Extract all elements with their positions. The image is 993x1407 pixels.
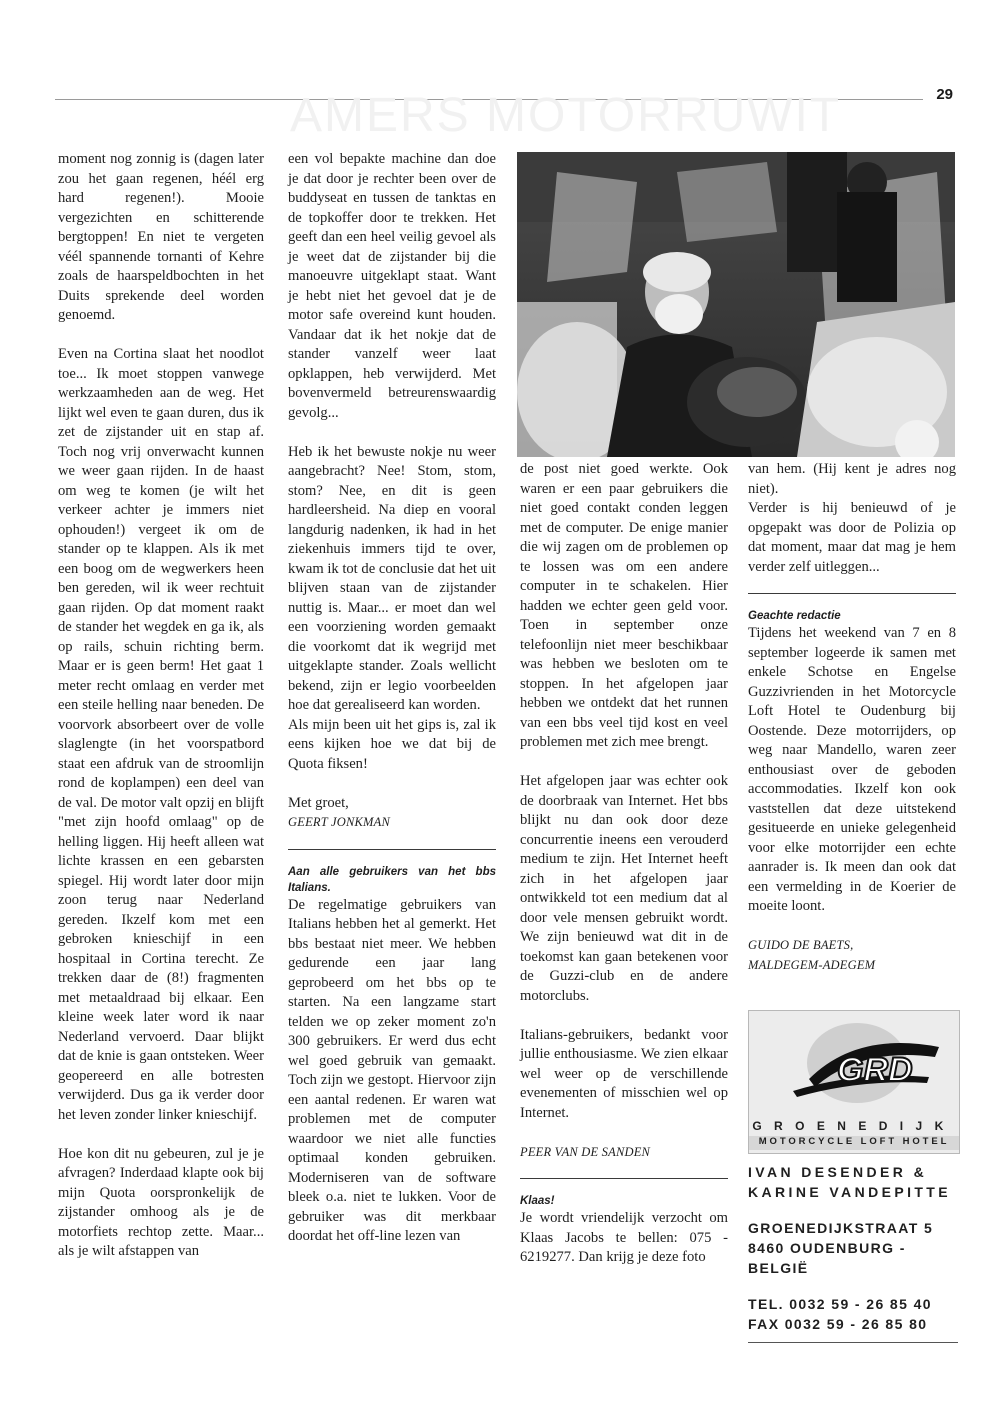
paragraph: van hem. (Hij kent je adres nog niet). <box>748 461 956 497</box>
logo-letters: GRD <box>837 1051 913 1089</box>
ad-owner-line: IVAN DESENDER & <box>748 1164 928 1180</box>
paragraph: Het afgelopen jaar was echter ook de doorbraak van Internet. Het bbs blijkt nu dan ook door deze concurrentie ineens een verouderd medium te zijn. Het Internet heeft zich in het afgelopen jaar ontwikkeld tot een medium dat al door vele mensen gebruikt wordt. We zijn benieuwd wat dit in de toekomst kan gaan betekenen voor de Guzzi-club en de andere motorclubs. <box>520 773 728 1004</box>
ad-owner-line: KARINE VANDEPITTE <box>748 1184 951 1200</box>
section-divider <box>288 849 496 850</box>
paragraph: Heb ik het bewuste nokje nu weer aangebracht? Nee! Stom, stom, stom? Nee, en dit is geen hardleersheid. Na diep en vooral langdurig nadenken, ik had in het ziekenhuis immers tijd te over, kwam ik tot de conclusie dat het uit blijven staan van de zijstander nuttig is. Maar... er moet dan wel een voorziening worden gemaakt die voorkomt dat ik wegrijd met uitgeklapte stander. Zoals wellicht bekend, zijn er legio voorbeelden hoe dat gerealiseerd kan worden. <box>288 443 496 713</box>
paragraph: Als mijn been uit het gips is, zal ik eens kijken hoe we dat bij de Quota fiksen! <box>288 716 496 772</box>
article-column-1 <box>58 150 264 1262</box>
paragraph: moment nog zonnig is (dagen later zou het gaan regenen, héél erg hard regenen!). Mooie vergezichten en schitterende bergtoppen! En niet te vergeten véél spannende tornanti of Kehre zoals de haarspeldbochten in het Duits sprekende deel worden genoemd. <box>58 151 264 323</box>
ad-address <box>748 1218 958 1278</box>
paragraph: De regelmatige gebruikers van Italians hebben het al gemerkt. Het bbs bestaat niet meer. We hebben gedurende een jaar lang geprobeerd om het bbs op te starten. Na een langzame start telden we op zeker moment zo'n 300 gebruikers. Er werd dus echt wel goed gebruik van gemaakt. Toch zijn we gestopt. Hiervoor zijn een aantal redenen. Er waren wat problemen met de computer waardoor we niet alle functies optimaal konden gebruiken. Moderniseren van de software bleek o.a. niet te lukken. Voor de gebruiker was dit merkbaar doordat het off-line lezen van <box>288 896 496 1244</box>
ad-brand: GROENEDIJK <box>752 1119 956 1133</box>
paragraph: Italians-gebruikers, bedankt voor jullie enthousiasme. We zien elkaar wel weer op de verschillende evenementen of misschien wel op Internet. <box>520 1026 728 1121</box>
page-number: 29 <box>936 86 953 103</box>
ad-contact <box>748 1294 958 1334</box>
paragraph: een vol bepakte machine dan doe je dat door je rechter been over de buddyseat en tussen de tanktas en de topkoffer door te trekken. Het geeft dan een heel veilig gevoel als je weet dat de zijstander bij die manoeuvre uitgeklapt staat. Want je hebt niet het gevoel dat je de motor safe overeind kunt houden. Vandaar dat ik het nokje dat de stander vanzelf weer laat opklappen, heb verwijderd. Met bovenvermeld betreurenswaardig gevolg... <box>288 151 496 421</box>
paragraph: Tijdens het weekend van 7 en 8 september logeerde ik samen met enkele Schotse en Engelse Guzzivrienden in het Motorcycle Loft Hotel te Oudenburg bij Oostende. Deze motorrijders, op weg naar Mandello, waren zeer enthousiast over de geboden accommodaties. Ikzelf kon ook vaststellen dat deze uitstekend gesitueerde en unieke gelegenheid voor elke motorrijder een echte aanrader is. Ik meen dan ook dat een vermelding in de Koerier de moeite loont. <box>748 625 956 914</box>
ad-brand-subtitle: MOTORCYCLE LOFT HOTEL <box>749 1136 959 1150</box>
author-byline: GEERT JONKMAN <box>288 815 391 829</box>
photo-image <box>517 152 955 457</box>
article-column-4 <box>748 460 956 975</box>
motorcyclist-photo <box>517 152 955 457</box>
closing-greeting: Met groet, <box>288 794 349 811</box>
ad-phone: TEL. 0032 59 - 26 85 40 <box>748 1296 932 1312</box>
section-divider <box>520 1178 728 1179</box>
article-column-2 <box>288 150 496 1247</box>
ad-fax: FAX 0032 59 - 26 85 80 <box>748 1316 928 1332</box>
ad-city: 8460 OUDENBURG - BELGIË <box>748 1240 906 1276</box>
ghost-heading: AMERS MOTORRUWIT <box>290 89 842 142</box>
author-byline: PEER VAN DE SANDEN <box>520 1144 651 1159</box>
section-heading: Klaas! <box>520 1195 555 1207</box>
hotel-advertisement <box>748 1010 958 1343</box>
ad-logo-panel <box>748 1010 960 1154</box>
paragraph: Je wordt vriendelijk verzocht om Klaas Jacobs te bellen: 075 - 6219277. Dan krijg je deze foto <box>520 1210 728 1265</box>
section-divider <box>748 593 956 594</box>
paragraph: de post niet goed werkte. Ook waren er een paar gebruikers die niet goed contakt conden leggen met de computer. De enige manier die wij zagen om de problemen op te lossen was om een andere computer in te schakelen. Hier hadden we echter geen geld voor. Toen in september onze telefoonlijn niet meer beschikbaar was hebben we besloten om te stoppen. In het afgelopen jaar hebben we ontdekt dat het runnen van een bbs veel tijd kost en veel problemen met zich mee brengt. <box>520 461 728 750</box>
grd-logo-icon <box>749 1011 959 1117</box>
ad-owners <box>748 1162 958 1202</box>
ad-street: GROENEDIJKSTRAAT 5 <box>748 1220 934 1236</box>
author-byline: MALDEGEM-ADEGEM <box>748 957 876 972</box>
paragraph: Hoe kon dit nu gebeuren, zul je je afvragen? Inderdaad klapte ook bij mijn Quota oorspronkelijk de zijstander omhoog als je de motorfiets rechtop zette. Maar... als je wilt afstappen van <box>58 1145 264 1259</box>
author-byline: GUIDO DE BAETS, <box>748 938 854 952</box>
section-heading: Geachte redactie <box>748 610 841 622</box>
paragraph: Verder is hij benieuwd of je opgepakt was door de Polizia op dat moment, maar dat mag je hem verder zelf uitleggen... <box>748 500 956 575</box>
ad-bottom-rule <box>748 1342 958 1343</box>
section-heading: Aan alle gebruikers van het bbs Italians. <box>288 865 496 894</box>
article-column-3 <box>520 460 728 1268</box>
paragraph: Even na Cortina slaat het noodlot toe... Ik moet stoppen vanwege werkzaamheden aan de weg. Het lijkt wel even te gaan duren, dus ik zet de zijstander uit en stap af. Toch nog vrij onverwacht kunnen we weer gaan rijden. In de haast om weg te komen (je wilt het verkeer achter je immers niet ophouden!) vergeet ik om de stander op te klappen. Als ik met een boog om de wegwerkers heen ben gereden, wil ik weer rechtuit gaan rijden. Op dat moment raakt de stander het wegdek en ga ik, als op rails, schuin richting berm. Maar er is geen berm! Het gaat 1 meter recht omlaag en verder met een steile helling naar beneden. De voorvork absorbeert over de volle slaglengte (in het voorspatbord staat een afdruk van de stroomlijn rond de koplampen) een deel van de val. De motor valt opzij en blijft "met zijn hoofd omlaag" op de helling liggen. Hij heeft alleen wat lichte krassen en een gebarsten spiegel. Hij wordt later door mijn zoon terug naar Nederland gereden. Ikzelf kom met een gebroken knieschijf in een hospitaal in Cortina terecht. Ze trekken daar de (8!) fragmenten met metaaldraad bij elkaar. Een kleine week later word ik naar Nederland vervoerd. Daar blijkt dat de knie is gaan ontsteken. Weer geopereerd en alle botresten verwijderd. Dus ga ik verder door het leven zonder linker knieschijf. <box>58 346 264 1123</box>
